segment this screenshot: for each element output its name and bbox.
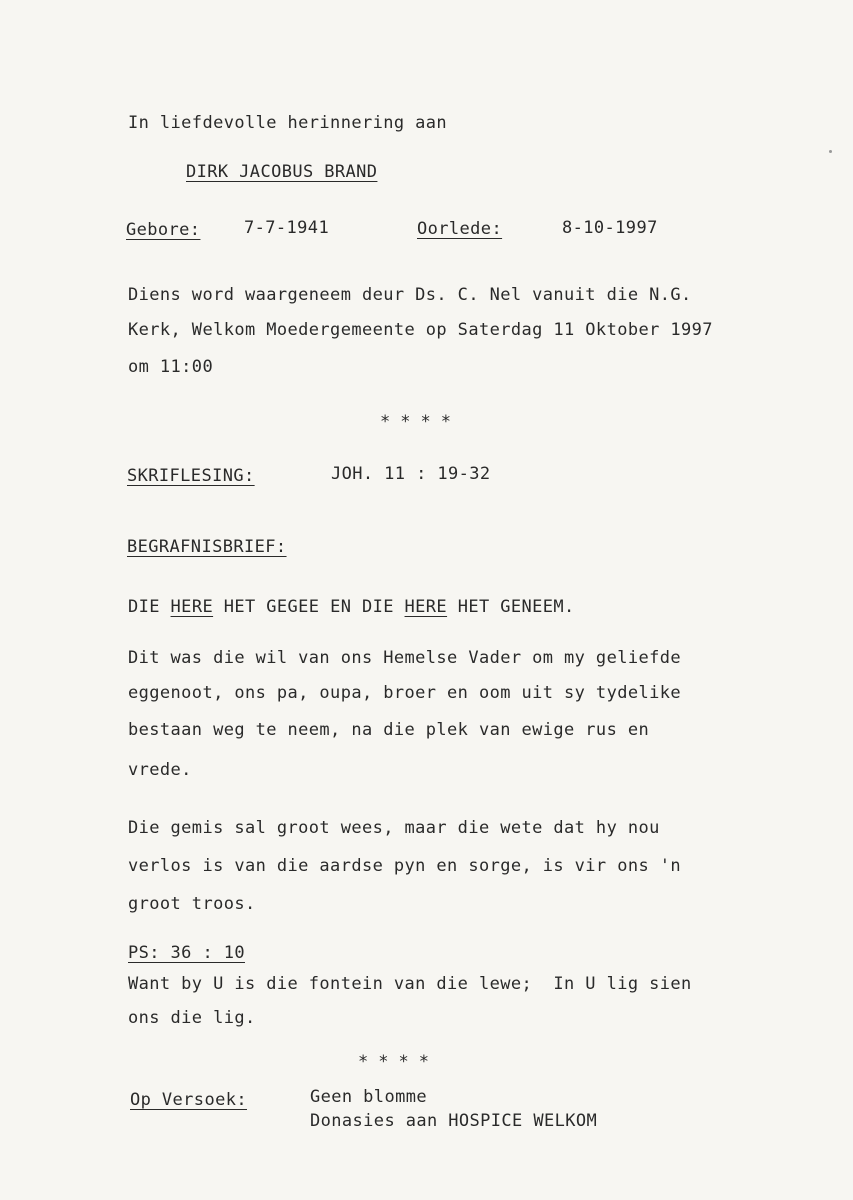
paragraph-1-line-3: bestaan weg te neem, na die plek van ewige rus en <box>128 720 650 740</box>
letter-heading: BEGRAFNISBRIEF: <box>127 537 287 557</box>
verse-here-1: HERE <box>170 597 214 617</box>
service-line-3: om 11:00 <box>128 357 214 377</box>
paragraph-2-line-2: verlos is van die aardse pyn en sorge, is vir ons 'n <box>128 856 682 876</box>
born-date: 7-7-1941 <box>244 218 330 238</box>
request-line-1: Geen blomme <box>310 1087 427 1107</box>
psalm-text-line-1: Want by U is die fontein van die lewe; In U lig sien <box>128 974 692 994</box>
request-line-2: Donasies aan HOSPICE WELKOM <box>310 1111 598 1131</box>
verse-part-3: HET GENEEM. <box>447 597 575 617</box>
request-label: Op Versoek: <box>130 1090 247 1110</box>
service-line-1: Diens word waargeneem deur Ds. C. Nel vanuit die N.G. <box>128 285 692 305</box>
scripture-ref: JOH. 11 : 19-32 <box>331 464 491 484</box>
verse-part-1: DIE <box>128 597 171 617</box>
verse-line <box>128 597 575 617</box>
separator-2: **** <box>358 1052 439 1072</box>
paper-speck <box>829 150 832 153</box>
separator-1: **** <box>380 412 461 432</box>
service-line-2: Kerk, Welkom Moedergemeente op Saterdag 11 Oktober 1997 <box>128 320 713 340</box>
scripture-label: SKRIFLESING: <box>127 466 255 486</box>
paragraph-2-line-3: groot troos. <box>128 894 256 914</box>
verse-part-2: HET GEGEE EN DIE <box>213 597 405 617</box>
intro-line: In liefdevolle herinnering aan <box>128 113 448 133</box>
born-label: Gebore: <box>126 220 201 240</box>
paragraph-1-line-2: eggenoot, ons pa, oupa, broer en oom uit sy tydelike <box>128 683 682 703</box>
psalm-text-line-2: ons die lig. <box>128 1008 256 1028</box>
paragraph-1-line-1: Dit was die wil van ons Hemelse Vader om my geliefde <box>128 648 682 668</box>
deceased-name: DIRK JACOBUS BRAND <box>186 162 378 182</box>
paragraph-1-line-4: vrede. <box>128 760 192 780</box>
died-label: Oorlede: <box>417 219 503 239</box>
paragraph-2-line-1: Die gemis sal groot wees, maar die wete dat hy nou <box>128 818 660 838</box>
psalm-reference: PS: 36 : 10 <box>128 943 245 963</box>
died-date: 8-10-1997 <box>562 218 658 238</box>
verse-here-2: HERE <box>404 597 448 617</box>
